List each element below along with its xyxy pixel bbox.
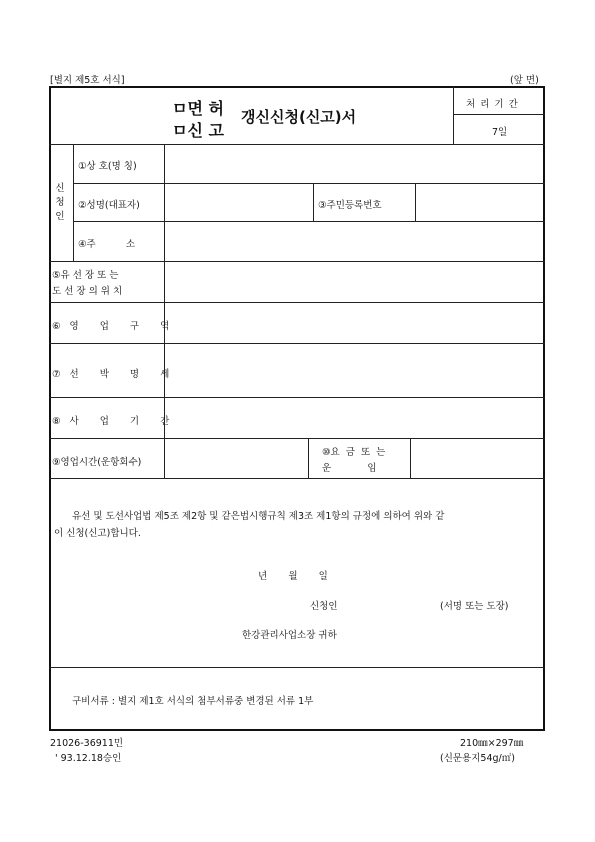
label-location-line1: ⑤유 선 장 또 는 [52, 270, 119, 281]
divider [453, 114, 545, 115]
divider [49, 261, 545, 262]
label-vessel-details: ⑦선 박 명 세 [52, 369, 179, 380]
label-trade-name: ①상 호(명 칭) [78, 161, 137, 172]
divider [49, 667, 545, 668]
processing-period-label: 처 리 기 간 [466, 99, 519, 110]
label-business-area: ⑥영 업 구 역 [52, 321, 179, 332]
label-fare-line2: 운 임 [322, 463, 377, 474]
applicant-signature-label: 신청인 [310, 601, 338, 612]
divider [164, 144, 165, 478]
required-documents: 구비서류 : 별지 제1호 서식의 첨부서류중 변경된 서류 1부 [72, 696, 314, 707]
divider [49, 438, 545, 439]
date-line: 년 월 일 [258, 571, 328, 582]
form-code: 21026-36911민 [50, 738, 124, 749]
divider [49, 144, 545, 145]
page-side-label: (앞 면) [510, 75, 539, 86]
title-option-permit: ㅁ면 허 [172, 99, 224, 118]
divider [308, 438, 309, 478]
label-business-period: ⑧사 업 기 간 [52, 416, 179, 427]
divider [410, 438, 411, 478]
divider [73, 183, 545, 184]
paper-type: (신문용지54g/㎡) [440, 753, 515, 764]
label-fare-line1: ⑩요 금 또 는 [322, 447, 386, 458]
divider [49, 397, 545, 398]
divider [73, 221, 545, 222]
processing-period-value: 7일 [492, 127, 508, 138]
sign-or-seal-label: (서명 또는 도장) [440, 601, 509, 612]
statement-line1: 유선 및 도선사업법 제5조 제2항 및 같은법시행규칙 제3조 제1항의 규정에 의하여 위와 같 [72, 511, 445, 522]
divider [453, 86, 454, 144]
label-location-line2: 도 선 장 의 위 치 [52, 286, 123, 297]
statement-line2: 이 신청(신고)합니다. [54, 528, 141, 539]
label-address: ④주 소 [78, 239, 136, 250]
divider [415, 183, 416, 221]
divider [49, 302, 545, 303]
divider [49, 478, 545, 479]
divider [49, 343, 545, 344]
recipient: 한강관리사업소장 귀하 [242, 630, 337, 641]
approval-date: ' 93.12.18승인 [55, 753, 122, 764]
label-business-hours: ⑨영업시간(운항회수) [52, 457, 142, 468]
divider [73, 144, 74, 261]
divider [313, 183, 314, 221]
form-number: [별지 제5호 서식] [50, 75, 125, 86]
title-option-report: ㅁ신 고 [172, 121, 224, 140]
paper-size: 210㎜×297㎜ [460, 738, 524, 749]
page-title: 갱신신청(신고)서 [241, 108, 357, 126]
applicant-group-label: 신 청 인 [55, 183, 65, 222]
label-resident-number: ③주민등록번호 [318, 200, 382, 211]
label-representative-name: ②성명(대표자) [78, 200, 140, 211]
